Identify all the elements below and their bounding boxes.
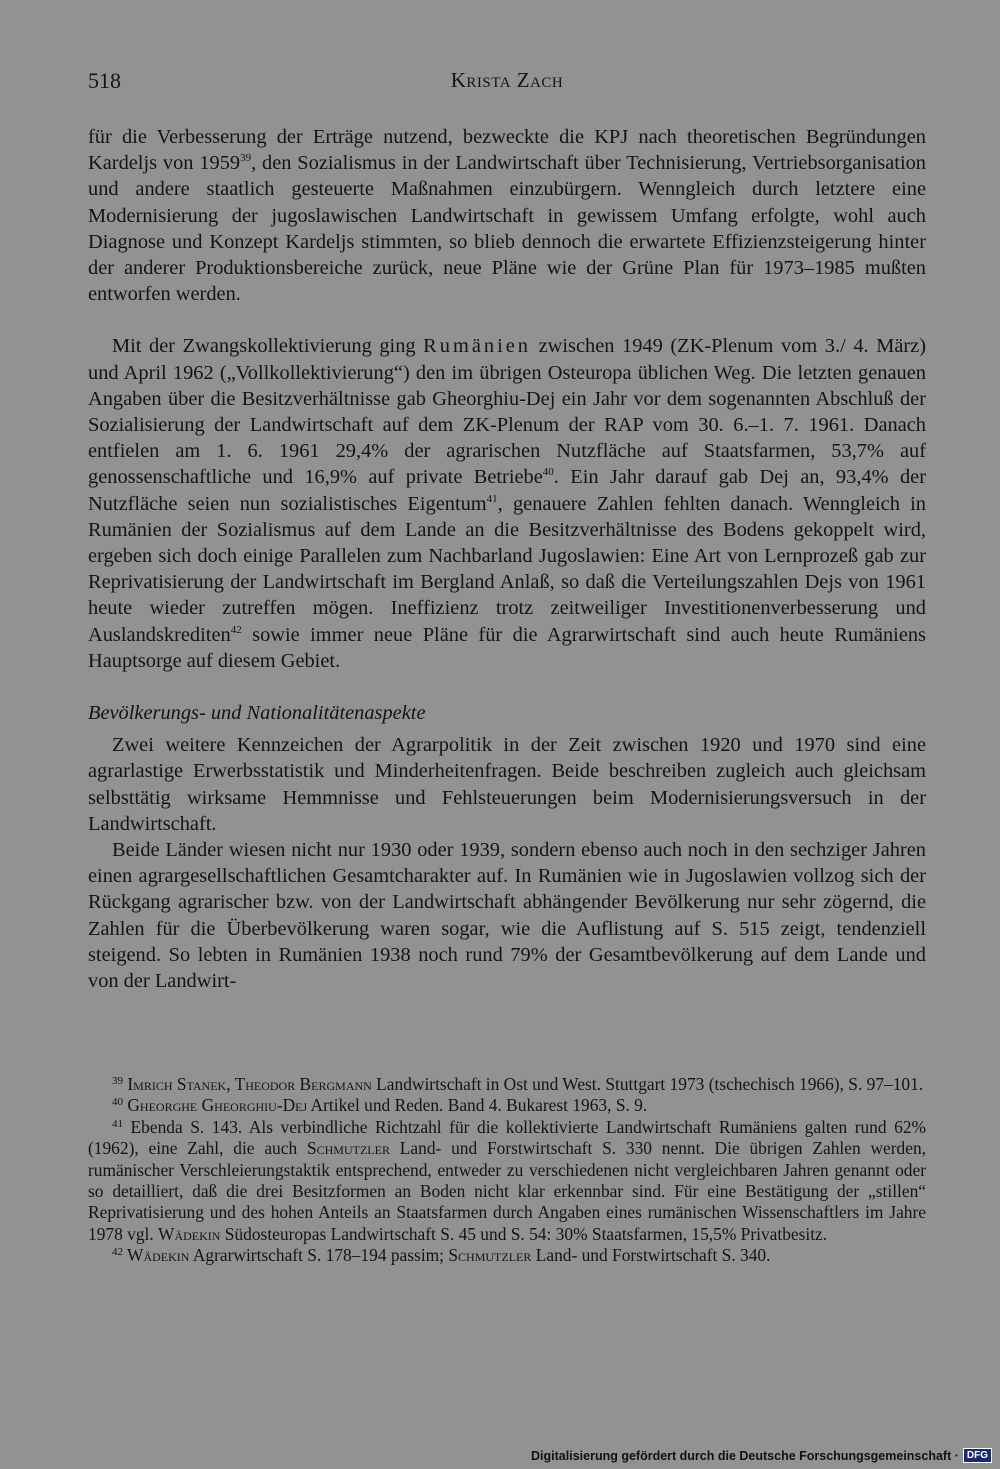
footnote-number: 39 — [112, 1075, 123, 1087]
text-span: zwischen 1949 (ZK-Plenum vom 3./ 4. März) und April 1962 („Vollkollektivierung“) den im übrigen Osteuropa üblichen Weg. Die letzten genauen Angaben über die Besitzverhältnisse gab Gheorghiu-Dej ein Jahr vor dem sogenannten Abschluß der Sozialisierung der Landwirtschaft auf dem ZK-Plenum der RAP vom 30. 6.–1. 7. 1961. Danach entfielen am 1. 6. 1961 29,4% der agrarischen Nutzfläche auf Staatsfarmen, 53,7% auf genossenschaftliche und 16,9% auf private Betriebe — [88, 335, 927, 489]
text-span: Mit der Zwangskollektivierung ging — [112, 335, 424, 358]
footnote-40 — [88, 1095, 926, 1116]
footnote-number: 42 — [112, 1246, 123, 1259]
footnote-text: Landwirtschaft in Ost und West. Stuttgart 1973 (tschechisch 1966), S. 97–101. — [371, 1074, 924, 1094]
footnote-ref-41[interactable]: 41 — [486, 492, 498, 505]
footnote-ref-39[interactable]: 39 — [240, 152, 252, 165]
footnote-39 — [88, 1074, 926, 1095]
text-span: . Ein Jahr darauf gab Dej an, 93,4% der Nutzfläche seien nun sozialistisches Eigentum — [88, 466, 926, 515]
footnote-author: Gheorghe Gheorghiu-Dej — [127, 1095, 308, 1116]
footnote-author: Wädekin — [123, 1245, 190, 1266]
footnote-author: Wädekin — [158, 1223, 221, 1244]
footnote-author: Schmutzler — [448, 1245, 532, 1266]
page-number: 518 — [88, 68, 121, 93]
body-text — [88, 124, 926, 994]
section-heading: Bevölkerungs- und Nationalitätenaspekte — [88, 702, 426, 725]
footnote-ref-42[interactable]: 42 — [230, 623, 242, 636]
text-span: , den Sozialismus in der Landwirtschaft über Technisierung, Vertriebsorganisation und andere staatlich gesteuerte Maßnahmen einzubürgern. Wenngleich durch letztere eine Modernisierung der jugoslawischen Landwirtschaft in gewissem Umfang erfolgte, wohl auch Diagnose und Konzept Kardeljs stimmten, so blieb dennoch die erwartete Effizienzsteigerung hinter der anderer Produktionsbereiche zurück, neue Pläne wie der Grüne Plan für 1973–1985 mußten entworfen werden. — [88, 152, 927, 306]
credit-text: Digitalisierung gefördert durch die Deutsche Forschungsgemeinschaft · — [531, 1448, 959, 1463]
emphasized-country: Rumänien — [423, 335, 531, 358]
text-span: für die Verbesserung der Erträge nutzend, bezweckte die KPJ nach theoretischen Begründungen Kardeljs von 1959 — [88, 126, 926, 175]
footnotes — [88, 1074, 926, 1267]
text-span: sowie immer neue Pläne für die Agrarwirtschaft sind auch heute Rumäniens Hauptsorge auf diesem Gebiet. — [88, 623, 926, 672]
paragraph-3: Zwei weitere Kennzeichen der Agrarpolitik in der Zeit zwischen 1920 und 1970 sind eine agrarlastige Erwerbsstatistik und Minderheitenfragen. Beide beschreiben zugleich auch gleichsam selbsttätig wirksame Hemmnisse und Fehlsteuerungen beim Modernisierungsversuch in der Landwirtschaft. — [88, 734, 926, 835]
footnote-author: Schmutzler — [306, 1138, 390, 1159]
paragraph-4: Beide Länder wiesen nicht nur 1930 oder 1939, sondern ebenso auch noch in den sechziger Jahren einen agrargesellschaftlichen Gesamtcharakter auf. In Rumänien wie in Jugoslawien vollzog sich der Rückgang agrarischer bzw. von der Landwirtschaft abhängender Bevölkerung nur sehr zögernd, die Zahlen für die Überbevölkerung waren sogar, wie die Auflistung auf S. 515 zeigt, tendenziell steigend. So lebten in Rumänien 1938 noch rund 79% der Gesamtbevölkerung auf dem Lande und von der Landwirt- — [88, 839, 926, 993]
footnote-text: Südosteuropas Landwirtschaft S. 45 und S. 54: 30% Staatsfarmen, 15,5% Privatbesitz. — [220, 1223, 828, 1244]
footnote-text: Ebenda S. 143. Als verbindliche Richtzahl für die kollektivierte Landwirtschaft Rumäniens galten rund 62% (1962), eine Zahl, die auch — [88, 1116, 926, 1159]
footnote-text: Agrarwirtschaft S. 178–194 passim; — [189, 1245, 449, 1266]
paragraph-2 — [88, 333, 926, 674]
footnote-text: Land- und Forstwirtschaft S. 330 nennt. Die übrigen Zahlen werden, rumänischer Verschleierungstaktik entsprechend, entweder zu verschiedenen nicht vergleichbaren Jahren genannt oder so detailliert, daß die drei Besitzformen an Boden nicht klar erkennbar sind. Für eine Bestätigung der „stillen“ Reprivatisierung und des hohen Anteils an Staatsfarmen durch Angaben eines rumänischen Wissenschaftlers im Jahre 1978 vgl. — [88, 1138, 926, 1244]
dfg-logo: DFG — [963, 1448, 992, 1463]
digitization-credit — [531, 1448, 992, 1463]
footnote-text: Artikel und Reden. Band 4. Bukarest 1963, S. 9. — [307, 1095, 648, 1116]
page-header — [88, 68, 926, 98]
paragraph-1 — [88, 124, 926, 307]
footnote-number: 41 — [112, 1117, 123, 1130]
footnote-text: Land- und Forstwirtschaft S. 340. — [531, 1245, 771, 1266]
running-head: Krista Zach — [450, 68, 564, 92]
footnote-42 — [88, 1245, 926, 1266]
footnote-41 — [88, 1117, 926, 1245]
footnote-author: Imrich Stanek, Theodor Bergmann — [127, 1074, 372, 1094]
footnote-number: 40 — [112, 1096, 123, 1109]
footnote-ref-40[interactable]: 40 — [542, 466, 554, 479]
text-span: , genauere Zahlen fehlten danach. Wenngleich in Rumänien der Sozialismus auf dem Lande an die Besitzverhältnisse des Bodens gekoppelt wird, ergeben sich doch einige Parallelen zum Nachbarland Jugoslawien: Eine Art von Lernprozeß gab zur Reprivatisierung der Landwirtschaft im Bergland Anlaß, so daß die Verteilungszahlen Dejs von 1961 heute wieder zutreffen mögen. Ineffizienz trotz zeitweiliger Investitionenverbesserung und Auslandskrediten — [88, 492, 926, 646]
